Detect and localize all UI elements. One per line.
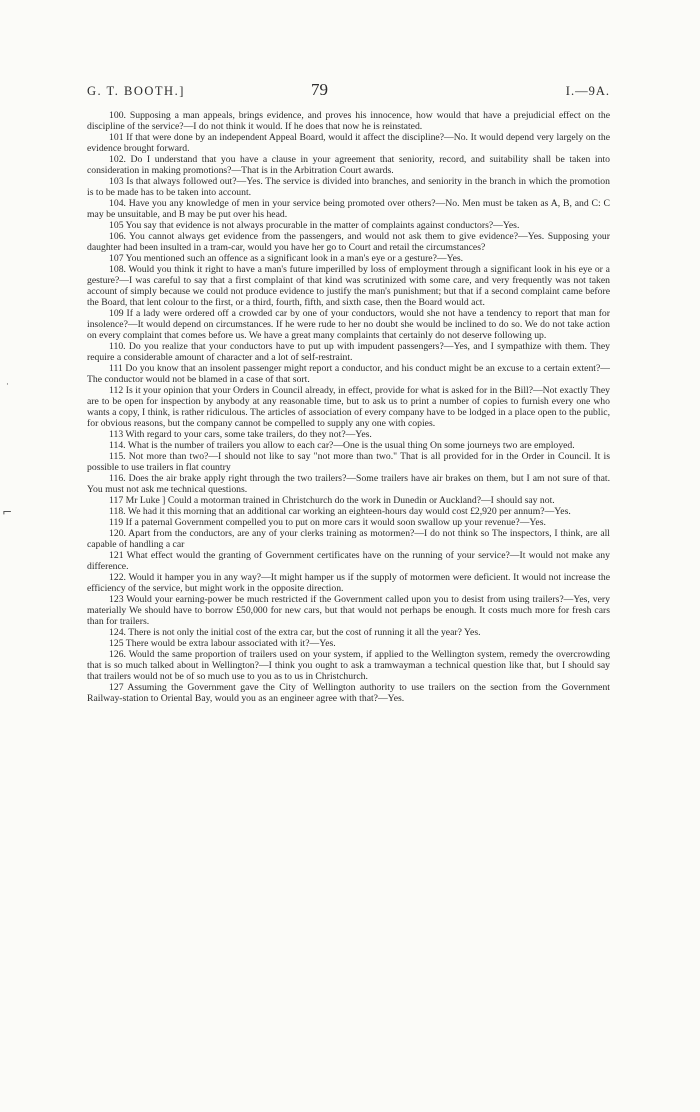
paragraph: 120. Apart from the conductors, are any of your clerks training as motormen?—I do not think so The inspectors, I think, are all capable of handling a car [87, 528, 610, 550]
page-header [87, 80, 610, 100]
paragraph: 110. Do you realize that your conductors have to put up with impudent passengers?—Yes, and I sympathize with them. They require a considerable amount of character and a lot of self-restraint. [87, 341, 610, 363]
document-body [87, 110, 610, 704]
margin-mark: ⌐ [2, 505, 13, 519]
paragraph: 112 Is it your opinion that your Orders in Council already, in effect, provide for what is asked for in the Bill?—Not exactly They are to be open for inspection by anybody at any reasonable time, but to ask us to print a number of copies to furnish every one who wants a copy, I think, is rather ridiculous. The articles of association of every company have to be lodged in a place open to the public, for obvious reasons, but the company cannot be compelled to supply any one with copies. [87, 385, 610, 429]
paragraph: 121 What effect would the granting of Government certificates have on the running of your service?—It would not make any difference. [87, 550, 610, 572]
paragraph: 107 You mentioned such an offence as a significant look in a man's eye or a gesture?—Yes. [109, 253, 464, 264]
paragraph: 111 Do you know that an insolent passenger might report a conductor, and his conduct might be an excuse to a certain extent?—The conductor would not be blamed in a case of that sort. [87, 363, 610, 385]
page-number: 79 [311, 80, 328, 99]
paragraph: 104. Have you any knowledge of men in your service being promoted over others?—No. Men must be taken as A, B, and C: C may be unsuitable, and B may be put over his head. [87, 198, 610, 220]
paragraph: 122. Would it hamper you in any way?—It might hamper us if the supply of motormen were deficient. It would not increase the efficiency of the service, but might work in the opposite direction. [87, 572, 610, 594]
paragraph: 109 If a lady were ordered off a crowded car by one of your conductors, would she not have a tendency to report that man for insolence?—It would depend on circumstances. If he were rude to her no doubt she would be inclined to do so. We do not take action on every complaint that comes before us. We have a great many complaints that certainly do not deserve following up. [87, 308, 610, 341]
paragraph: 116. Does the air brake apply right through the two trailers?—Some trailers have air brakes on them, but I am not sure of that. You must not ask me technical questions. [87, 473, 610, 495]
paragraph: 106. You cannot always get evidence from the passengers, and would not ask them to give evidence?—Yes. Supposing your daughter had been insulted in a tram-car, would you have her go to Court and retail the circumstances? [87, 231, 610, 253]
paragraph: 114. What is the number of trailers you allow to each car?—One is the usual thing On some journeys two are employed. [109, 440, 575, 451]
paragraph: 105 You say that evidence is not always procurable in the matter of complaints against conductors?—Yes. [109, 220, 520, 231]
paragraph: 113 With regard to your cars, some take trailers, do they not?—Yes. [109, 429, 372, 440]
margin-mark: · [6, 380, 9, 390]
paragraph: 100. Supposing a man appeals, brings evidence, and proves his innocence, how would that have a prejudicial effect on the discipline of the service?—I do not think it would. If he does that now he is reinstated. [87, 110, 610, 132]
paragraph: 117 Mr Luke ] Could a motorman trained in Christchurch do the work in Dunedin or Auckland?—I should say not. [109, 495, 555, 506]
paragraph: 124. There is not only the initial cost of the extra car, but the cost of running it all the year? Yes. [109, 627, 481, 638]
paragraph: 125 There would be extra labour associated with it?—Yes. [109, 638, 336, 649]
paragraph: 101 If that were done by an independent Appeal Board, would it affect the discipline?—No. It would depend very largely on the evidence brought forward. [87, 132, 610, 154]
paragraph: 126. Would the same proportion of trailers used on your system, if applied to the Wellington system, remedy the overcrowding that is so much talked about in Wellington?—I think you ought to ask a tramwayman a technical question like that, but I should say that trailers would not be of so much use to you as to us in Christchurch. [87, 649, 610, 682]
paragraph: 119 If a paternal Government compelled you to put on more cars it would soon swallow up your revenue?—Yes. [109, 517, 546, 528]
witness-name: G. T. BOOTH.] [87, 84, 185, 98]
paragraph: 123 Would your earning-power be much restricted if the Government called upon you to desist from using trailers?—Yes, very materially We should have to borrow £50,000 for new cars, but that would not perhaps be enough. It costs much more for fresh cars than for trailers. [87, 594, 610, 627]
paragraph: 102. Do I understand that you have a clause in your agreement that seniority, record, and suitability shall be taken into consideration in making promotions?—That is in the Arbitration Court awards. [87, 154, 610, 176]
paragraph: 103 Is that always followed out?—Yes. The service is divided into branches, and seniority in the branch in which the promotion is to be made has to be taken into account. [87, 176, 610, 198]
document-reference: I.—9A. [565, 84, 610, 98]
paragraph: 115. Not more than two?—I should not like to say "not more than two." That is all provided for in the Order in Council. It is possible to use trailers in flat country [87, 451, 610, 473]
paragraph: 108. Would you think it right to have a man's future imperilled by loss of employment through a significant look in his eye or a gesture?—I was careful to say that a first complaint of that kind was scrutinized with some care, and very frequently was not taken account of simply because we could not produce evidence to justify the man's punishment; but that if a second complaint came before the Board, that lent colour to the first, or a third, fourth, fifth, and sixth case, then the Board would act. [87, 264, 610, 308]
paragraph: 127 Assuming the Government gave the City of Wellington authority to use trailers on the section from the Government Railway-station to Oriental Bay, would you as an engineer agree with that?—Yes. [87, 682, 610, 704]
paragraph: 118. We had it this morning that an additional car working an eighteen-hours day would cost £2,920 per annum?—Yes. [109, 506, 571, 517]
